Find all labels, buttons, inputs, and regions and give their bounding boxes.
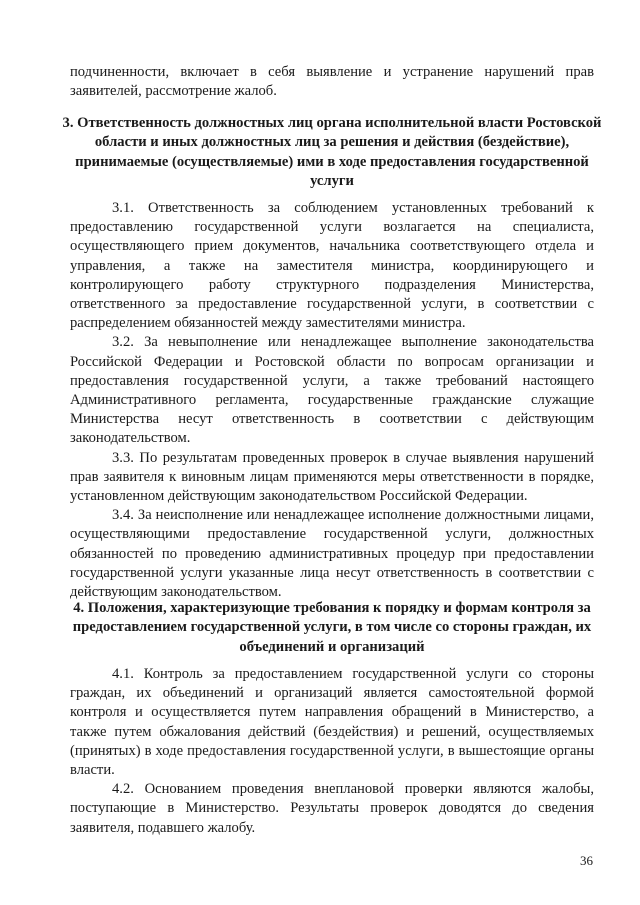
paragraph-3-4: 3.4. За неисполнение или ненадлежащее исполнение должностными лицами, осуществляющими предоставление государственной услуги, должностных обязанностей по проведению административных процедур при предоставлении государственной услуги указанные лица несут ответственность в соответствии с действующим законодательством. (70, 507, 594, 601)
paragraph-4-2: 4.2. Основанием проведения внеплановой проверки являются жалобы, поступающие в Министерство. Результаты проверок доводятся до сведения заявителя, подавшего жалобу. (70, 781, 594, 836)
paragraph-3-3: 3.3. По результатам проведенных проверок в случае выявления нарушений прав заявителя к виновным лицам применяются меры ответственности в порядке, установленном действующим законодательством Российской Федерации. (70, 449, 594, 505)
section-4-body (70, 665, 594, 838)
section-3-body (70, 199, 594, 602)
paragraph-4-1: 4.1. Контроль за предоставлением государственной услуги со стороны граждан, их объединений и организаций является самостоятельной формой контроля и осуществляется путем направления обращений в Министерство, а также путем обжалования действий (бездействия) и решений, осуществляемых (принятых) в ходе предоставления государственной услуги, в вышестоящие органы власти. (70, 666, 594, 779)
intro-paragraph: подчиненности, включает в себя выявление и устранение нарушений прав заявителей, рассмотрение жалоб. (70, 64, 594, 100)
paragraph-3-2: 3.2. За невыполнение или ненадлежащее выполнение законодательства Российской Федерации и Ростовской области по вопросам организации и предоставления государственной услуги, а также требований настоящего Административного регламента, государственные гражданские служащие Министерства несут ответственность в соответствии с действующим законодательством. (70, 334, 594, 447)
section-4-heading: 4. Положения, характеризующие требования к порядку и формам контроля за предоставлением государственной услуги, в том числе со стороны граждан, их объединений и организаций (72, 600, 592, 655)
paragraph-3-1: 3.1. Ответственность за соблюдением установленных требований к предоставлению государственной услуги возлагается на специалиста, осуществляющего прием документов, начальника соответствующего отдела и управления, а также на заместителя министра, координирующего и контролирующего работу структурного подразделения Министерства, ответственного за предоставление государственной услуги, в соответствии с распределением обязанностей между заместителями министра. (70, 200, 594, 332)
page-number: 36 (580, 853, 593, 868)
section-3-heading: 3. Ответственность должностных лиц органа исполнительной власти Ростовской области и иных должностных лиц за решения и действия (бездействие), принимаемые (осуществляемые) ими в ходе предоставления государственной услуги (62, 115, 602, 190)
